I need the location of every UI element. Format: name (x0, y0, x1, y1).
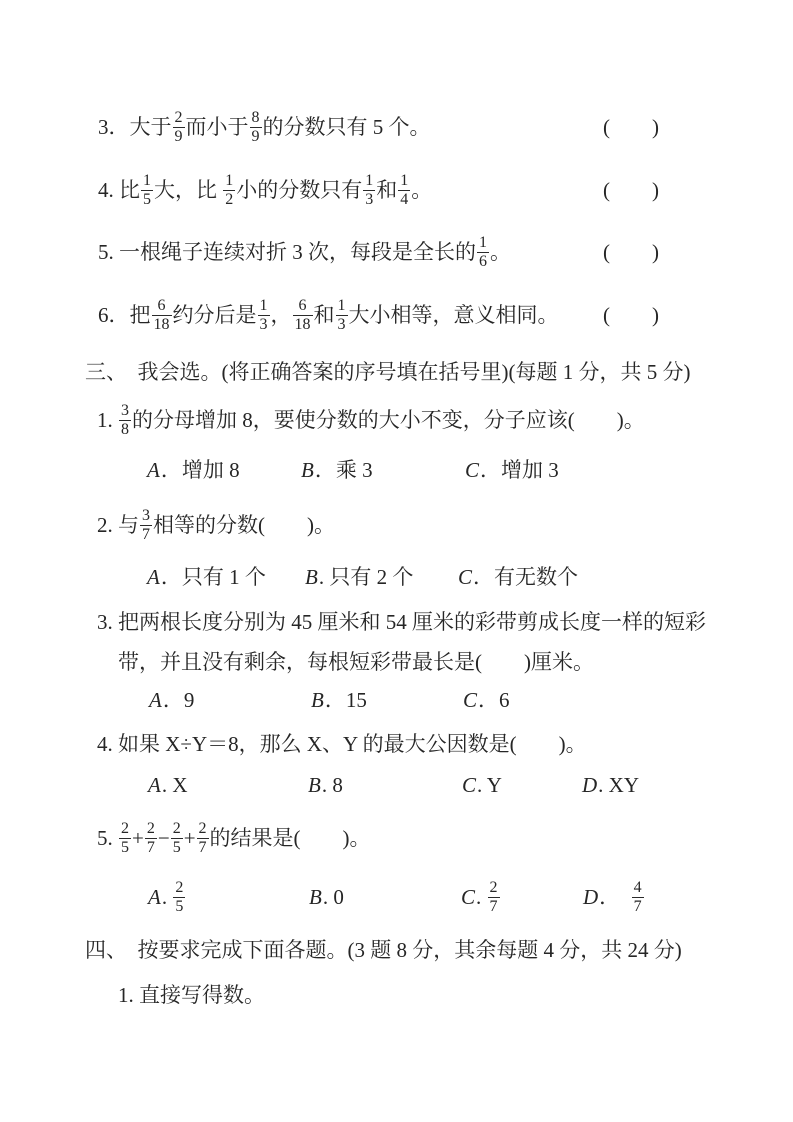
fraction: $\frac{1}{3}$ (259, 297, 268, 333)
option-letter: C (461, 885, 476, 909)
fraction: $\frac{2}{7}$ (146, 820, 155, 856)
fraction: $\frac{8}{9}$ (251, 109, 260, 145)
option-B: B. 8 (308, 773, 343, 797)
fraction: $\frac{2}{5}$ (121, 820, 129, 856)
fraction: $\frac{4}{7}$ (633, 879, 642, 915)
option-letter: B (305, 565, 318, 589)
option-letter: B (308, 773, 321, 797)
section-4-item-1: 1. 直接写得数。 (118, 983, 265, 1007)
fraction: $\frac{1}{2}$ (225, 172, 234, 208)
option-letter: A (147, 458, 160, 482)
fraction: $\frac{2}{9}$ (174, 109, 183, 145)
option-D: D． $\frac{4}{7}$ (583, 869, 645, 925)
option-A: A. $\frac{2}{5}$ (148, 869, 186, 925)
statement-text: 3．大于 $\frac{2}{9}$ 而小于 $\frac{8}{9}$ 的分数只有 5 个。 (98, 109, 431, 145)
statement-text: 4. 比 $\frac{1}{5}$ 大，比 $\frac{1}{2}$ 小的分数只有 $\frac{1}{3}$ 和 $\frac{1}{4}$ 。 (98, 172, 433, 208)
option-C: C. $\frac{2}{7}$ (461, 869, 501, 925)
option-letter: A (148, 885, 161, 909)
question-3-options (0, 687, 793, 714)
option-D: D. XY (582, 773, 640, 797)
question-2-options (0, 564, 793, 591)
statement-item-5 (0, 224, 793, 280)
fraction: $\frac{3}{7}$ (142, 507, 150, 543)
option-B: B．乘 3 (301, 458, 373, 482)
answer-bracket: ( ) (603, 115, 659, 139)
option-A: A. X (148, 773, 188, 797)
answer-bracket: ( ) (603, 303, 659, 327)
fraction: $\frac{6}{18}$ (294, 297, 311, 333)
option-C: C．6 (463, 688, 510, 712)
statement-item-4 (0, 162, 793, 218)
statement-text: 5. 一根绳子连续对折 3 次，每段是全长的 $\frac{1}{6}$ 。 (98, 234, 511, 270)
fraction: $\frac{2}{7}$ (489, 879, 498, 915)
option-letter: B (311, 688, 324, 712)
fraction: $\frac{1}{6}$ (479, 234, 487, 270)
fraction: $\frac{2}{7}$ (198, 820, 207, 856)
option-A: A．9 (149, 688, 195, 712)
fraction: $\frac{2}{5}$ (175, 879, 184, 915)
section-3-header: 三、 我会选。(将正确答案的序号填在括号里)(每题 1 分，共 5 分) (85, 360, 691, 384)
fraction: $\frac{3}{8}$ (121, 402, 129, 438)
question-2: 2. 与 $\frac{3}{7}$ 相等的分数( )。 (97, 507, 335, 543)
fraction: $\frac{1}{3}$ (337, 297, 346, 333)
option-letter: A (149, 688, 162, 712)
fraction: $\frac{1}{3}$ (365, 172, 374, 208)
statement-item-6 (0, 287, 793, 343)
question-1-options (0, 457, 793, 484)
answer-bracket: ( ) (603, 240, 659, 264)
statement-item-3 (0, 99, 793, 155)
question-1: 1. $\frac{3}{8}$ 的分母增加 8，要使分数的大小不变，分子应该( )。 (97, 402, 645, 438)
option-letter: D (582, 773, 598, 797)
fraction: $\frac{2}{5}$ (172, 820, 181, 856)
option-letter: A (147, 565, 160, 589)
option-C: C. Y (462, 773, 502, 797)
question-4-options (0, 772, 793, 799)
statement-text: 6．把 $\frac{6}{18}$ 约分后是 $\frac{1}{3}$ ， $\frac{6}{18}$ 和 $\frac{1}{3}$ 大小相等，意义相同。 (98, 297, 559, 333)
section-4-header: 四、 按要求完成下面各题。(3 题 8 分，其余每题 4 分，共 24 分) (85, 938, 682, 962)
fraction: $\frac{1}{5}$ (143, 172, 151, 208)
question-3-line-2: 带，并且没有剩余，每根短彩带最长是( )厘米。 (118, 650, 594, 674)
option-B: B．15 (311, 688, 367, 712)
option-letter: C (465, 458, 480, 482)
option-letter: C (463, 688, 478, 712)
question-3-line-1: 3. 把两根长度分别为 45 厘米和 54 厘米的彩带剪成长度一样的短彩 (97, 610, 706, 634)
option-C: C．增加 3 (465, 458, 559, 482)
option-A: A．只有 1 个 (147, 565, 266, 589)
option-letter: A (148, 773, 161, 797)
option-letter: D (583, 885, 599, 909)
fraction: $\frac{1}{4}$ (400, 172, 409, 208)
question-5: 5. $\frac{2}{5}$ + $\frac{2}{7}$ − $\frac{2}{5}$ + $\frac{2}{7}$ 的结果是( )。 (97, 820, 371, 856)
option-C: C．有无数个 (458, 565, 579, 589)
option-letter: C (458, 565, 473, 589)
option-B: B. 只有 2 个 (305, 565, 414, 589)
option-letter: B (309, 885, 322, 909)
answer-bracket: ( ) (603, 178, 659, 202)
question-5-options (0, 869, 793, 925)
option-letter: B (301, 458, 314, 482)
fraction: $\frac{6}{18}$ (153, 297, 170, 333)
question-4: 4. 如果 X÷Y＝8，那么 X、Y 的最大公因数是( )。 (97, 732, 587, 756)
option-A: A．增加 8 (147, 458, 240, 482)
option-letter: C (462, 773, 477, 797)
option-B: B. 0 (309, 885, 344, 909)
